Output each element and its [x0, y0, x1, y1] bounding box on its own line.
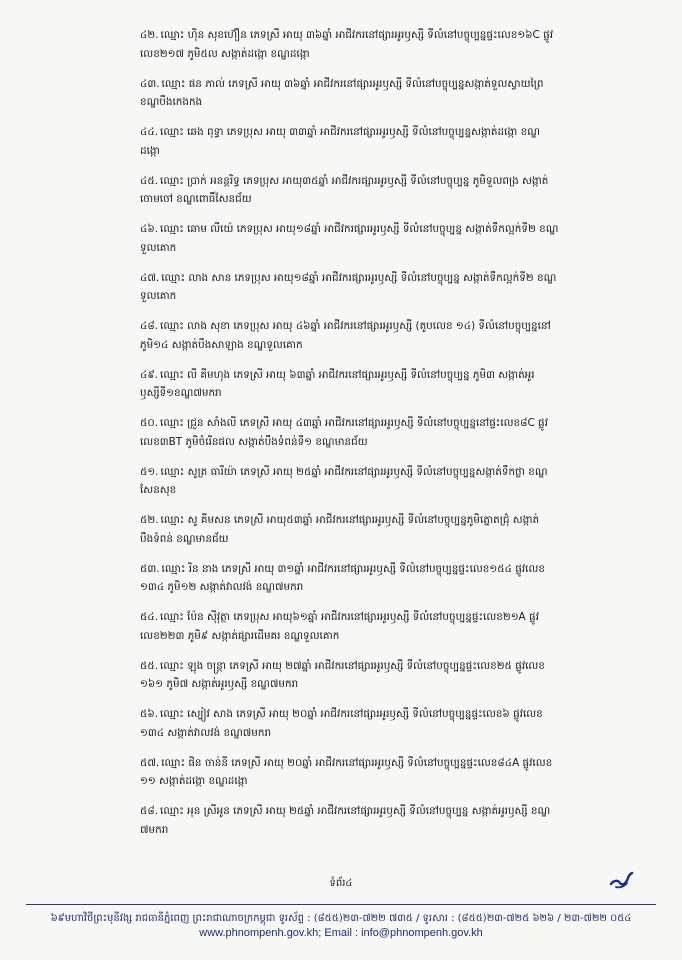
item-number: ៥០. — [140, 417, 159, 429]
item-number: ៥១. — [140, 465, 159, 478]
item-number: ៤៨. — [140, 320, 159, 332]
item-number: ៤៥. — [140, 174, 159, 187]
item-text-continuation: ទួលគោក — [140, 241, 177, 254]
item-text-line — [140, 366, 660, 385]
item-text-line — [140, 317, 660, 336]
item-text-line — [140, 172, 660, 191]
item-number: ៤៩. — [140, 368, 159, 381]
item-number: ៥៦. — [140, 708, 159, 720]
item-text-continuation: ដង្កោ — [140, 144, 160, 157]
item-text: ឈ្មោះ អុន ស្រីអូន ភេទស្រី អាយុ ២៥ឆ្នាំ អាជីវករនៅផ្សារអូរឫស្សី ទីលំនៅបច្ចុប្បន្ន សង្កាត់អូរឫស្សី ខណ្ឌ — [160, 805, 551, 817]
item-number: ៥៨. — [140, 805, 159, 817]
list-item — [140, 802, 660, 839]
list-item — [140, 414, 660, 451]
item-text-continuation: លេខ២២៣ ភូមិ៩ សង្កាត់ផ្សារដើមគរ ខណ្ឌទួលគោក — [140, 629, 340, 642]
list-item — [140, 172, 660, 209]
list-item — [140, 705, 660, 742]
item-text: ឈ្មោះ លី គីមហុង ភេទស្រី អាយុ ៦៣ឆ្នាំ អាជីវករនៅផ្សារអូរឫស្សី ទីលំនៅបច្ចុប្បន្ន ភូមិ៣ សង្កាត់អូរ — [160, 368, 535, 381]
item-text-continuation: ទួលគោក — [140, 290, 177, 302]
item-number: ៥៣. — [140, 562, 160, 575]
list-item — [140, 366, 660, 403]
item-text: ឈ្មោះ រិន នាង ភេទស្រី អាយុ ៣១ឆ្នាំ អាជីវករនៅផ្សារអូរឫស្សី ទីលំនៅបច្ចុប្បន្នផ្ទះលេខ១៥៤ ផ្លូវលេខ — [161, 562, 545, 575]
item-text-continuation: បឹងទំពន់ ខណ្ឌមានជ័យ — [140, 532, 229, 545]
item-text-line — [140, 705, 660, 724]
item-text-line — [140, 802, 660, 821]
item-text: ឈ្មោះ ជ្រួន សាំងលី ភេទស្រី អាយុ ៤៣ឆ្នាំ អាជីវករនៅផ្សារអូរឫស្សី ទីលំនៅបច្ចុប្បន្ននៅផ្ទះលេខ៨C ផ្លូវ — [160, 417, 548, 429]
list-item — [140, 123, 660, 160]
item-text: ឈ្មោះ ស្បៀវ សាង ភេទស្រី អាយុ ២០ឆ្នាំ អាជីវករនៅផ្សារអូរឫស្សី ទីលំនៅបច្ចុប្បន្នផ្ទះលេខ៦ ផ្លូវលេខ — [160, 708, 543, 720]
item-text-continuation: ខណ្ឌបឹងកេងកង — [140, 96, 203, 108]
list-item — [140, 608, 660, 645]
item-text: ឈ្មោះ លាង សាន ភេទប្រុស អាយុ១៨ឆ្នាំ អាជីវករផ្សារអូរឫស្សី ទីលំនៅបច្ចុប្បន្ន សង្កាត់ទឹកល្អក់ទី២ ខណ្ឌ — [161, 271, 557, 284]
item-text: ឈ្មោះ ប៉ែន ស៊ីវុត្ថា ភេទប្រុស អាយុ៦១ឆ្នាំ អាជីវករនៅផ្សារអូរឫស្សី ទីលំនៅបច្ចុប្បន្នផ្ទះលេខ២១A ផ្លូវ — [160, 611, 539, 623]
item-text-continuation: ១១ សង្កាត់ដង្កោ ខណ្ឌដង្កោ — [140, 775, 248, 787]
page-number: ទំព័រ៤ — [329, 878, 353, 889]
item-number: ៤៧. — [140, 271, 160, 284]
item-text-line — [140, 123, 660, 142]
item-text: ឈ្មោះ សូត្រ ធារីយ៉ា ភេទស្រី អាយុ ២៥ឆ្នាំ អាជីវករនៅផ្សារអូរឫស្សី ទីលំនៅបច្ចុប្បន្នសង្កាត់ទឹកថ្លា ខណ្ឌ — [160, 465, 548, 478]
item-text-line — [140, 754, 660, 773]
item-text-line — [140, 414, 660, 433]
name-list — [140, 26, 660, 851]
list-item — [140, 463, 660, 500]
item-text-continuation: ១៣៤ ភូមិ១២ សង្កាត់វាលវង់ ខណ្ឌ៧មករា — [140, 581, 304, 593]
item-text-line — [140, 657, 660, 676]
item-text-line — [140, 463, 660, 482]
item-text: ឈ្មោះ ហ៊ិន សុខហ៊ឿន ភេទស្រី អាយុ ៣៦ឆ្នាំ អាជីវករនៅផ្សារអូរឫស្សី ទីលំនៅបច្ចុប្បន្នផ្ទះលេខ១៦C ផ្លូវ — [160, 29, 554, 41]
list-item — [140, 560, 660, 597]
item-text-continuation: លេខ៣BT ភូមិចំរើនផល សង្កាត់បឹងទំពន់ទី១ ខណ្ឌមានជ័យ — [140, 435, 368, 448]
item-text: ឈ្មោះ ប្រាក់ អនន្តរិទ្ធ ភេទប្រុស អាយុ៣៥ឆ្នាំ អាជីវករផ្សារអូរឫស្សី ទីលំនៅបច្ចុប្បន្ន ភូមិទួលពង្រ សង្កាត់ — [160, 174, 549, 187]
item-text-line — [140, 608, 660, 627]
list-item — [140, 220, 660, 257]
list-item — [140, 75, 660, 112]
item-text: ឈ្មោះ ផិន ចាន់នី ភេទស្រី អាយុ ២០ឆ្នាំ អាជីវករនៅផ្សារអូរឫស្សី ទីលំនៅបច្ចុប្បន្នផ្ទះលេខ៨៤A ផ្លូវលេខ — [161, 756, 553, 769]
item-number: ៤៣. — [140, 77, 160, 90]
list-item — [140, 657, 660, 694]
item-number: ៥៧. — [140, 756, 160, 769]
item-text-continuation: ៧មករា — [140, 823, 169, 836]
item-text-line — [140, 269, 660, 288]
item-text-continuation: លេខ២១៧ ភូមិ៥ល សង្កាត់ដង្កោ ខណ្ឌដង្កោ — [140, 47, 310, 60]
item-text: ឈ្មោះ ផន ភាល់ ភេទស្រី អាយុ ៣៦ឆ្នាំ អាជីវករនៅផ្សារអូរឫស្សី ទីលំនៅបច្ចុប្បន្នសង្កាត់ទួលស្វាយព្រៃ — [161, 77, 544, 90]
item-text: ឈ្មោះ ឆោម លីយ៉េ ភេទប្រុស អាយុ១៨ឆ្នាំ អាជីវករផ្សារអូរឫស្សី ទីលំនៅបច្ចុប្បន្ន សង្កាត់ទឹកល្អក់ទី២ ខណ្ឌ — [160, 223, 559, 235]
item-text: ឈ្មោះ លាង សុខា ភេទប្រុស អាយុ ៤៦ឆ្នាំ អាជីវករនៅផ្សារអូរឫស្សី (តូបលេខ ១៤) ទីលំនៅបច្ចុប្បន្ននៅ — [160, 320, 551, 332]
footer-divider — [26, 904, 656, 905]
item-number: ៥២. — [140, 514, 159, 526]
list-item — [140, 26, 660, 63]
signature-mark — [608, 868, 634, 892]
item-number: ៤៤. — [140, 126, 159, 138]
item-text-continuation: ១៣៤ សង្កាត់វាលវង់ ខណ្ឌ៧មករា — [140, 726, 272, 739]
list-item — [140, 317, 660, 354]
item-number: ៤២. — [140, 29, 159, 41]
item-text-continuation: ភូមិ១៤ សង្កាត់បឹងសាឡាង ខណ្ឌទួលគោក — [140, 338, 303, 351]
footer-contact: www.phnompenh.gov.kh; Email : info@phnompenh.gov.kh — [199, 927, 483, 939]
item-text-continuation: ឫស្សីទី១ខណ្ឌ៧មករា — [140, 387, 222, 399]
footer-address: ៦៩មហាវិថីព្រះមុនីវង្ស រាជធានីភ្នំពេញ ព្រះរាជាណាចក្រកម្ពុជា ទូរស័ព្ទ : (៨៥៥)២៣-៧២២ ៧៣៥ / ទូរសារ : (៨៥៥)២៣-៧២៥ ៦២៦ / ២៣-៧២២ ០៥៤ — [50, 913, 632, 924]
item-text-line — [140, 220, 660, 239]
item-text-line — [140, 511, 660, 530]
list-item — [140, 269, 660, 306]
item-text-continuation: ១៦១ ភូមិ៧ សង្កាត់អូរឫស្សី ខណ្ឌ៧មករា — [140, 678, 299, 690]
item-text-line — [140, 560, 660, 579]
list-item — [140, 511, 660, 548]
item-text-continuation: ចោមចៅ ខណ្ឌពោធិ៍សែនជ័យ — [140, 193, 252, 205]
item-text: ឈ្មោះ សូ គីមសន ភេទស្រី អាយុ៥៣ឆ្នាំ អាជីវករនៅផ្សារអូរឫស្សី ទីលំនៅបច្ចុប្បន្នភូមិត្នោតជ្រុំ សង្កាត់ — [160, 514, 540, 526]
item-number: ៥៥. — [140, 659, 159, 672]
item-text-line — [140, 75, 660, 94]
item-text-line — [140, 26, 660, 45]
item-number: ៤៦. — [140, 223, 159, 235]
item-text: ឈ្មោះ ឆេង ពុទ្ធា ភេទប្រុស អាយុ ៣៣ឆ្នាំ អាជីវករនៅផ្សារអូរឫស្សី ទីលំនៅបច្ចុប្បន្នសង្កាត់ដង្កោ ខណ្ឌ — [160, 126, 540, 138]
item-text-continuation: សែនសុខ — [140, 484, 177, 496]
item-text: ឈ្មោះ ឡុង ចន្ត្រា ភេទស្រី អាយុ ២៧ឆ្នាំ អាជីវករនៅផ្សារអូរឫស្សី ទីលំនៅបច្ចុប្បន្នផ្ទះលេខ២៥ ផ្លូវលេខ — [160, 659, 545, 672]
item-number: ៥៤. — [140, 611, 159, 623]
list-item — [140, 754, 660, 791]
